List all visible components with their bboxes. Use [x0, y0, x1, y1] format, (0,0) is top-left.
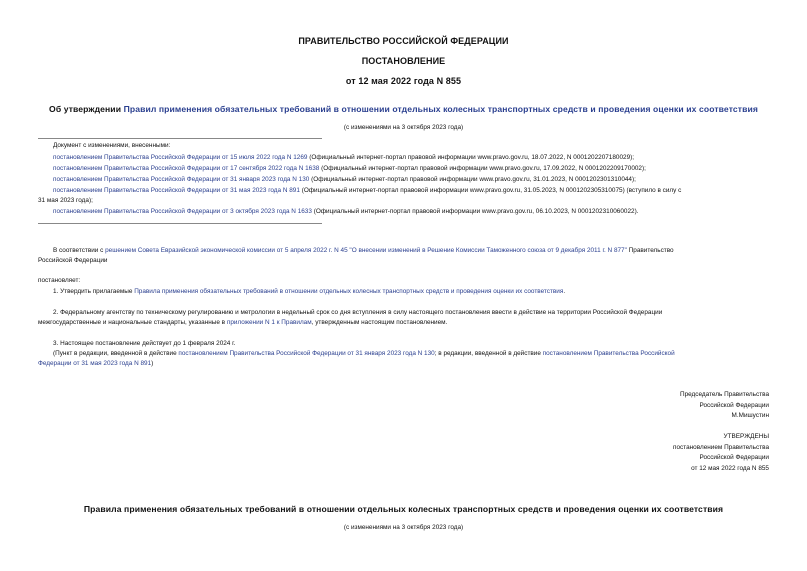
signature-line: Председатель Правительства: [680, 391, 769, 398]
government-heading: ПРАВИТЕЛЬСТВО РОССИЙСКОЙ ФЕДЕРАЦИИ: [298, 36, 509, 46]
resolves: постановляет:: [38, 277, 81, 284]
title-prefix: Об утверждении: [49, 104, 124, 114]
paragraph-text: межгосударственные и национальные стандарты, указанные в: [38, 319, 227, 326]
note-link[interactable]: постановлением Правительства Российской: [542, 350, 675, 357]
change-text: (Официальный интернет-портал правовой информации www.pravo.gov.ru, 06.10.2023, N 0001202310060022).: [311, 208, 639, 215]
title-revision: (с изменениями на 3 октября 2023 года): [343, 124, 464, 131]
approved-line: УТВЕРЖДЕНЫ: [723, 433, 769, 440]
note-link[interactable]: Федерации от 31 мая 2023 года N 891: [38, 360, 152, 367]
note-text: ; в редакции, введенной в действие: [434, 350, 543, 357]
preamble-text: Правительство: [626, 247, 674, 254]
change-text: (Официальный интернет-портал правовой информации www.pravo.gov.ru, 18.07.2022, N 0001202207180029);: [307, 154, 635, 161]
paragraph-text: , утвержденным настоящим постановлением.: [311, 319, 448, 326]
divider-bottom: [38, 223, 322, 224]
signature-line: Российской Федерации: [699, 401, 769, 409]
paragraph-3-note-continuation: [38, 361, 153, 367]
doc-type-heading: ПОСТАНОВЛЕНИЕ: [361, 56, 446, 66]
approved-block: [673, 432, 769, 474]
appendix-link[interactable]: приложении N 1 к Правилам: [226, 319, 312, 326]
approved-line: от 12 мая 2022 года N 855: [691, 464, 769, 472]
change-link[interactable]: постановлением Правительства Российской Федерации от 17 сентября 2022 года N 1638: [53, 165, 320, 172]
approved-line: Российской Федерации: [699, 454, 769, 461]
signature-line: М.Мишустин: [731, 412, 769, 419]
change-text: (Официальный интернет-портал правовой информации www.pravo.gov.ru, 17.09.2022, N 0001202209170002);: [319, 165, 646, 172]
divider-top: [38, 138, 322, 139]
paragraph-text: .: [563, 288, 566, 295]
note-text: (Пункт в редакции, введенной в действие: [53, 350, 179, 357]
paragraph-3: 3. Настоящее постановление действует до 1 февраля 2024 г.: [53, 340, 236, 347]
change-link[interactable]: постановлением Правительства Российской Федерации от 31 мая 2023 года N 891: [53, 187, 300, 194]
change-link[interactable]: постановлением Правительства Российской Федерации от 15 июля 2022 года N 1269: [53, 154, 308, 161]
preamble-text: В соответствии с: [53, 247, 106, 254]
paragraph-1: [53, 289, 565, 295]
change-item: [53, 155, 634, 161]
change-item: [53, 166, 646, 172]
change-link[interactable]: постановлением Правительства Российской Федерации от 31 января 2023 года N 130: [53, 176, 310, 183]
change-item: [53, 177, 636, 183]
rules-link[interactable]: Правила применения обязательных требований в отношении отдельных колесных транспортных средств и проведения оценки их соответствия: [134, 288, 564, 295]
change-item-continuation: 31 мая 2023 года);: [38, 197, 93, 204]
title-link[interactable]: Правил применения обязательных требований в отношении отдельных колесных транспортных средств и проведения оценки их соответствия: [123, 104, 758, 114]
date-number: от 12 мая 2022 года N 855: [345, 76, 462, 86]
paragraph-3-note: [53, 351, 675, 357]
change-item: [53, 188, 681, 194]
document-title: [0, 104, 807, 114]
paragraph-text: 1. Утвердить прилагаемые: [53, 288, 135, 295]
paragraph-2-line2: [38, 320, 447, 326]
change-item: [53, 209, 639, 215]
change-link[interactable]: постановлением Правительства Российской Федерации от 3 октября 2023 года N 1633: [53, 208, 312, 215]
note-text: ): [151, 360, 154, 367]
change-text: (Официальный интернет-портал правовой информации www.pravo.gov.ru, 31.05.2023, N 0001202305310075) (вступило в силу с: [299, 187, 682, 194]
preamble-continuation: Российской Федерации: [38, 257, 108, 264]
preamble-link[interactable]: решением Совета Евразийской экономической комиссии от 5 апреля 2022 г. N 45 "О внесении изменений в Решение Комиссии Таможенного союза от 9 декабря 2011 г. N 877": [105, 247, 627, 254]
signature-block: [680, 390, 769, 422]
approved-line: постановлением Правительства: [673, 443, 769, 451]
rules-revision: (с изменениями на 3 октября 2023 года): [343, 524, 464, 531]
preamble: [53, 248, 674, 254]
changes-intro: Документ с изменениями, внесенными:: [53, 142, 171, 149]
note-link[interactable]: постановлением Правительства Российской Федерации от 31 января 2023 года N 130: [178, 350, 435, 357]
change-text: (Официальный интернет-портал правовой информации www.pravo.gov.ru, 31.01.2023, N 0001202301310044);: [309, 176, 636, 183]
paragraph-2-line1: 2. Федеральному агентству по техническому регулированию и метрологии в недельный срок со дня вступления в силу настоящего постановления ввести в действие на территории Российской Федерации: [53, 309, 663, 316]
rules-title: Правила применения обязательных требований в отношении отдельных колесных транспортных средств и проведения оценки их соответствия: [83, 504, 724, 514]
